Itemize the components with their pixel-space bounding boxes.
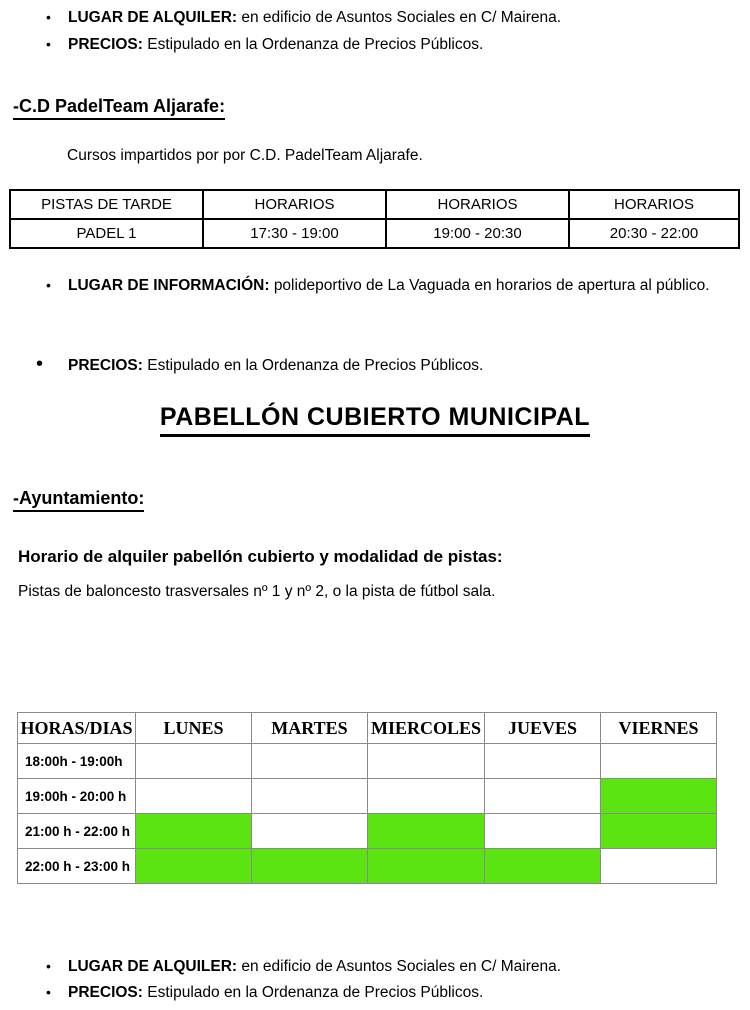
list-item-prices (36, 354, 483, 377)
time-slot-label: 21:00 h - 22:00 h (18, 814, 136, 849)
bullet-icon: • (46, 277, 51, 293)
padel-cell: 20:30 - 22:00 (569, 219, 739, 248)
list-item-label: LUGAR DE INFORMACIÓN: (68, 277, 270, 294)
schedule-row (18, 744, 717, 779)
list-item-label: LUGAR DE ALQUILER: (68, 958, 238, 975)
time-slot-label: 19:00h - 20:00 h (18, 779, 136, 814)
page-title (0, 403, 750, 437)
schedule-cell-highlighted (601, 814, 717, 849)
schedule-day-header: MIERCOLES (368, 713, 485, 744)
time-slot-label: 22:00 h - 23:00 h (18, 849, 136, 884)
section-heading-text: -C.D PadelTeam Aljarafe: (13, 96, 225, 120)
schedule-cell-highlighted (136, 814, 252, 849)
list-item-text (68, 955, 561, 978)
schedule-cell-highlighted (485, 849, 601, 884)
schedule-day-header: JUEVES (485, 713, 601, 744)
padel-table-body (10, 219, 739, 248)
schedule-day-header: LUNES (136, 713, 252, 744)
list-item-body: en edificio de Asuntos Sociales en C/ Mairena. (241, 958, 562, 975)
list-item-rental-place (46, 955, 561, 978)
bullet-icon: • (46, 9, 51, 25)
padel-column-header: HORARIOS (386, 190, 569, 219)
time-slot-label: 18:00h - 19:00h (18, 744, 136, 779)
schedule-row (18, 849, 717, 884)
schedule-heading: Horario de alquiler pabellón cubierto y modalidad de pistas: (18, 547, 503, 566)
schedule-cell-empty (601, 744, 717, 779)
bullet-icon: • (46, 984, 51, 1000)
schedule-cell-highlighted (136, 849, 252, 884)
schedule-day-header: MARTES (252, 713, 368, 744)
schedule-cell-empty (136, 779, 252, 814)
list-item-prices (46, 33, 483, 56)
schedule-cell-empty (485, 779, 601, 814)
list-item-label: LUGAR DE ALQUILER: (68, 9, 238, 26)
schedule-cell-empty (136, 744, 252, 779)
list-item-text (68, 354, 483, 377)
schedule-header-row (18, 713, 717, 744)
section-heading-padelteam (13, 96, 225, 120)
schedule-day-header: VIERNES (601, 713, 717, 744)
list-item-text (68, 981, 483, 1004)
table-row (10, 219, 739, 248)
padel-intro-text: Cursos impartidos por por C.D. PadelTeam Aljarafe. (67, 147, 423, 164)
list-item-label: PRECIOS: (68, 984, 143, 1001)
schedule-cell-empty (368, 744, 485, 779)
schedule-cell-empty (601, 849, 717, 884)
padel-schedule-table (9, 189, 740, 249)
section-heading-text: -Ayuntamiento: (13, 488, 144, 512)
padel-column-header: HORARIOS (203, 190, 386, 219)
schedule-row (18, 779, 717, 814)
schedule-cell-empty (252, 814, 368, 849)
page-title-text: PABELLÓN CUBIERTO MUNICIPAL (160, 403, 590, 437)
list-item-text (68, 33, 483, 56)
list-item-body: Estipulado en la Ordenanza de Precios Públicos. (147, 984, 484, 1001)
schedule-row (18, 814, 717, 849)
schedule-cell-empty (252, 744, 368, 779)
list-item-prices (46, 981, 483, 1004)
schedule-corner-header: HORAS/DIAS (18, 713, 136, 744)
padel-cell: PADEL 1 (10, 219, 203, 248)
list-item-rental-place (46, 6, 561, 29)
schedule-cell-highlighted (252, 849, 368, 884)
list-item-text (68, 274, 710, 297)
list-item-information-place (46, 274, 724, 297)
padel-table-header-row (10, 190, 739, 219)
list-item-label: PRECIOS: (68, 36, 143, 53)
schedule-cell-empty (485, 744, 601, 779)
schedule-cell-highlighted (368, 814, 485, 849)
padel-cell: 17:30 - 19:00 (203, 219, 386, 248)
bullet-icon: • (46, 958, 51, 974)
schedule-cell-empty (485, 814, 601, 849)
list-item-body: Estipulado en la Ordenanza de Precios Públicos. (147, 36, 484, 53)
pavilion-schedule-table (17, 712, 717, 884)
list-item-body: polideportivo de La Vaguada en horarios de apertura al público. (273, 277, 710, 294)
schedule-cell-highlighted (368, 849, 485, 884)
padel-column-header: HORARIOS (569, 190, 739, 219)
section-heading-ayuntamiento (13, 488, 144, 512)
padel-cell: 19:00 - 20:30 (386, 219, 569, 248)
list-item-body: Estipulado en la Ordenanza de Precios Públicos. (147, 357, 484, 374)
list-item-text (68, 6, 561, 29)
schedule-note: Pistas de baloncesto trasversales nº 1 y nº 2, o la pista de fútbol sala. (18, 583, 496, 600)
bullet-icon: • (46, 36, 51, 52)
list-item-label: PRECIOS: (68, 357, 143, 374)
schedule-cell-highlighted (601, 779, 717, 814)
schedule-body (18, 744, 717, 884)
schedule-cell-empty (368, 779, 485, 814)
bullet-icon: • (36, 353, 44, 375)
list-item-body: en edificio de Asuntos Sociales en C/ Mairena. (241, 9, 562, 26)
padel-column-header: PISTAS DE TARDE (10, 190, 203, 219)
schedule-cell-empty (252, 779, 368, 814)
